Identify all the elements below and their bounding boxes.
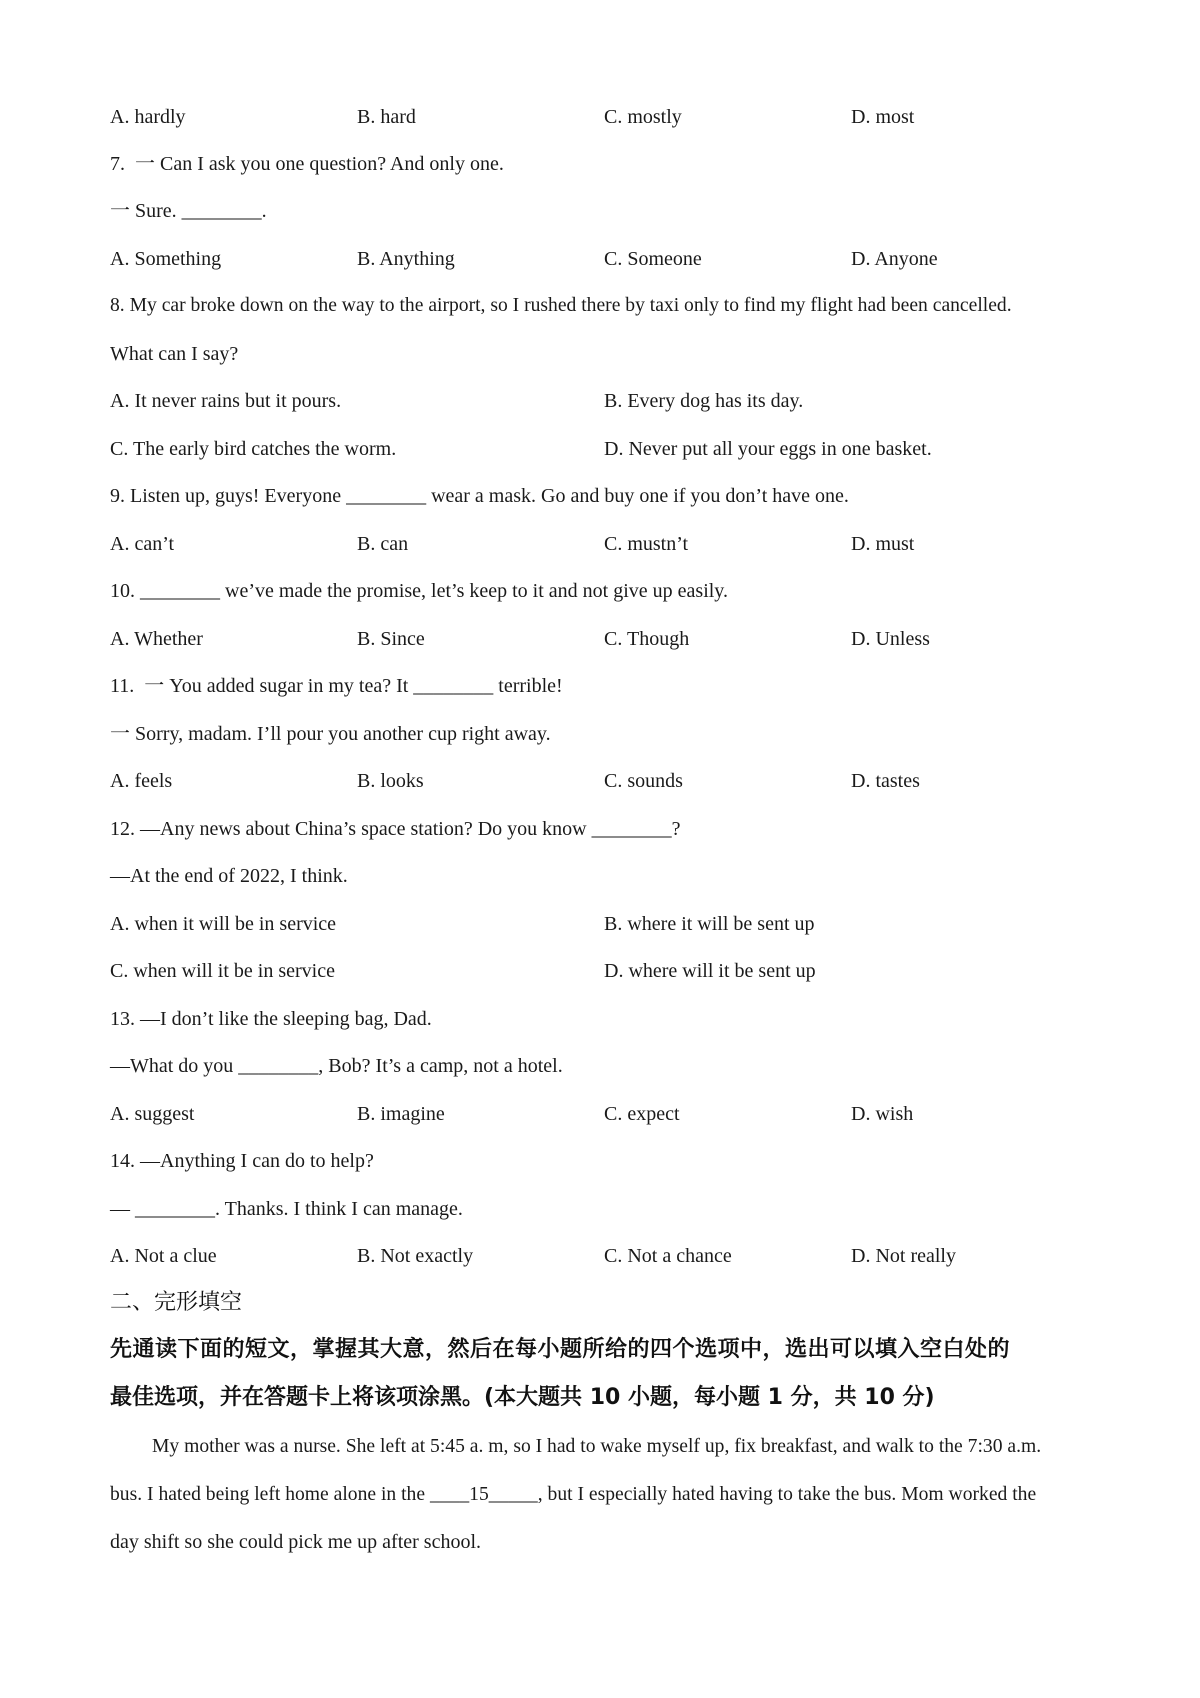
q11-option-c: C. sounds xyxy=(604,770,683,792)
q10-option-c: C. Though xyxy=(604,628,690,650)
section-instruction-line1: 先通读下面的短文，掌握其大意，然后在每小题所给的四个选项中，选出可以填入空白处的 xyxy=(110,1337,1011,1362)
passage-line2 xyxy=(110,1482,1036,1508)
q8-option-b: B. Every dog has its day. xyxy=(604,390,804,412)
q12-stem: 12. —Any news about China’s space station? Do you know ________? xyxy=(110,818,681,840)
q13-option-a: A. suggest xyxy=(110,1103,195,1125)
q7-option-a: A. Something xyxy=(110,248,222,270)
q6-option-d: D. most xyxy=(851,106,915,128)
q7-option-d: D. Anyone xyxy=(851,248,938,270)
q12-option-b: B. where it will be sent up xyxy=(604,913,815,935)
q12-option-d: D. where will it be sent up xyxy=(604,960,816,982)
q11-reply: 一 Sorry, madam. I’ll pour you another cup right away. xyxy=(110,723,551,745)
q14-option-b: B. Not exactly xyxy=(357,1245,474,1267)
q9-option-d: D. must xyxy=(851,533,915,555)
q9-option-b: B. can xyxy=(357,533,409,555)
q14-option-a: A. Not a clue xyxy=(110,1245,217,1267)
q7-option-b: B. Anything xyxy=(357,248,455,270)
q11-option-b: B. looks xyxy=(357,770,424,792)
q10-option-d: D. Unless xyxy=(851,628,930,650)
q13-option-d: D. wish xyxy=(851,1103,914,1125)
passage-line2-before: bus. I hated being left home alone in the xyxy=(110,1484,430,1505)
q11-stem: 11. 一 You added sugar in my tea? It ________ terrible! xyxy=(110,675,563,697)
q9-option-c: C. mustn’t xyxy=(604,533,689,555)
q8-stem-line2: What can I say? xyxy=(110,343,239,365)
q9-option-a: A. can’t xyxy=(110,533,175,555)
q7-stem: 7. 一 Can I ask you one question? And only one. xyxy=(110,153,504,175)
q10-option-a: A. Whether xyxy=(110,628,203,650)
q6-option-b: B. hard xyxy=(357,106,416,128)
passage-line2-after: , but I especially hated having to take the bus. Mom worked the xyxy=(537,1484,1037,1505)
q14-option-d: D. Not really xyxy=(851,1245,956,1267)
q12-option-c: C. when will it be in service xyxy=(110,960,335,982)
q13-stem: 13. —I don’t like the sleeping bag, Dad. xyxy=(110,1008,432,1030)
passage-blank-15: ____15_____ xyxy=(429,1484,538,1505)
q11-option-d: D. tastes xyxy=(851,770,920,792)
section-instruction-line2: 最佳选项，并在答题卡上将该项涂黑。(本大题共 10 小题，每小题 1 分，共 10 分) xyxy=(110,1385,935,1410)
q13-reply: —What do you ________, Bob? It’s a camp, not a hotel. xyxy=(110,1055,563,1077)
q13-option-b: B. imagine xyxy=(357,1103,445,1125)
q12-option-a: A. when it will be in service xyxy=(110,913,337,935)
q11-option-a: A. feels xyxy=(110,770,173,792)
q7-option-c: C. Someone xyxy=(604,248,702,270)
q8-option-a: A. It never rains but it pours. xyxy=(110,390,342,412)
passage-line3: day shift so she could pick me up after school. xyxy=(110,1531,482,1553)
q8-stem-line1: 8. My car broke down on the way to the airport, so I rushed there by taxi only to find my flight had been cancelled. xyxy=(110,295,1012,316)
q8-option-d: D. Never put all your eggs in one basket. xyxy=(604,438,932,460)
q10-option-b: B. Since xyxy=(357,628,425,650)
section-heading: 二、完形填空 xyxy=(110,1290,243,1315)
q9-stem: 9. Listen up, guys! Everyone ________ wear a mask. Go and buy one if you don’t have one. xyxy=(110,485,849,507)
q14-stem: 14. —Anything I can do to help? xyxy=(110,1150,374,1172)
passage-line1: My mother was a nurse. She left at 5:45 a. m, so I had to wake myself up, fix breakfast, and walk to the 7:30 a.m. xyxy=(152,1436,1042,1457)
q12-reply: —At the end of 2022, I think. xyxy=(110,865,348,887)
q13-option-c: C. expect xyxy=(604,1103,680,1125)
q10-stem: 10. ________ we’ve made the promise, let’s keep to it and not give up easily. xyxy=(110,580,729,602)
q6-option-a: A. hardly xyxy=(110,106,186,128)
q8-option-c: C. The early bird catches the worm. xyxy=(110,438,397,460)
q14-option-c: C. Not a chance xyxy=(604,1245,732,1267)
q7-reply: 一 Sure. ________. xyxy=(110,200,267,222)
q14-reply: — ________. Thanks. I think I can manage. xyxy=(110,1198,463,1220)
q6-option-c: C. mostly xyxy=(604,106,682,128)
